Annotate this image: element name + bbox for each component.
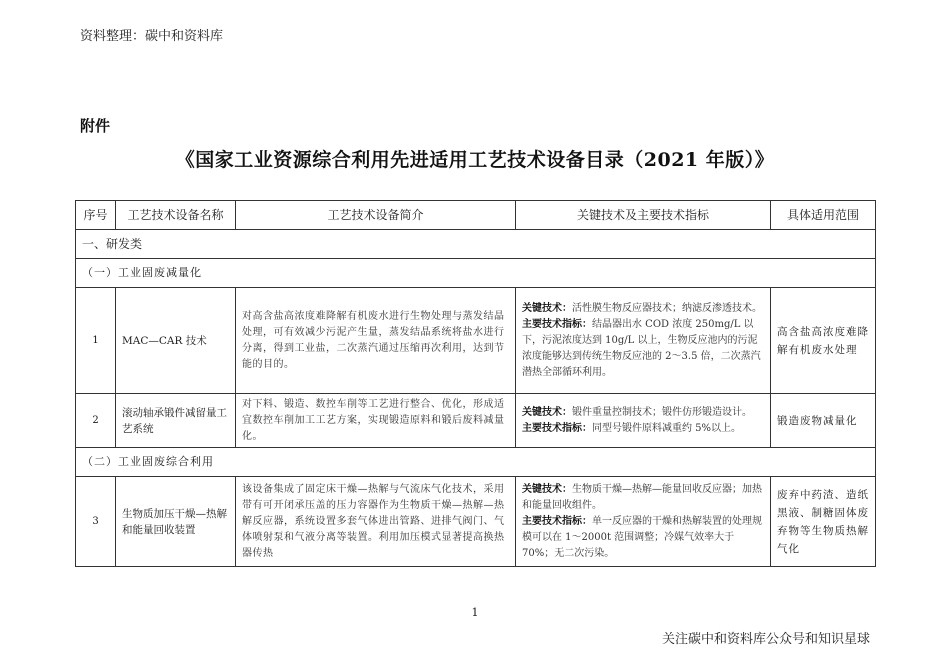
tech-name: MAC—CAR 技术 — [116, 288, 236, 394]
col-header-no: 序号 — [76, 201, 116, 230]
indicator-label: 主要技术指标： — [522, 422, 592, 434]
table-row — [76, 394, 876, 448]
subsection-heading: （二）工业固废综合利用 — [76, 448, 876, 477]
table-row — [76, 288, 876, 394]
subsection-row — [76, 448, 876, 477]
document-title: 《国家工业资源综合利用先进适用工艺技术设备目录（2021 年版）》 — [175, 149, 775, 171]
application-scope: 高含盐高浓度难降解有机废水处理 — [771, 288, 876, 394]
key-tech-cell — [516, 288, 771, 394]
page-number: 1 — [471, 606, 479, 619]
col-header-scope: 具体适用范围 — [771, 201, 876, 230]
col-header-name: 工艺技术设备名称 — [116, 201, 236, 230]
key-tech-label: 关键技术： — [522, 406, 572, 418]
key-tech-text: 锻件重量控制技术；锻件仿形锻造设计。 — [572, 406, 752, 418]
section-row — [76, 230, 876, 259]
subsection-heading: （一）工业固废减量化 — [76, 259, 876, 288]
indicator-text: 同型号锻件原料减重约 5%以上。 — [592, 422, 742, 434]
tech-intro: 对下料、锻造、数控车削等工艺进行整合、优化，形成适宜数控车削加工工艺方案，实现锻造原料和锻后废料减量化。 — [236, 394, 516, 448]
tech-intro: 该设备集成了固定床干燥—热解与气流床气化技术，采用带有可开闭承压盖的压力容器作为生物质干燥—热解—热解反应器，系统设置多套气体进出管路、进排气阀门、气体喷射泵和气液分离等装置。利用加压模式显著提高换热器传热 — [236, 477, 516, 567]
tech-name: 滚动轴承锻件减留量工艺系统 — [116, 394, 236, 448]
annex-label: 附件 — [80, 117, 111, 135]
indicator-label: 主要技术指标： — [522, 318, 592, 330]
indicator-label: 主要技术指标： — [522, 515, 592, 527]
col-header-intro: 工艺技术设备简介 — [236, 201, 516, 230]
col-header-key-tech: 关键技术及主要技术指标 — [516, 201, 771, 230]
key-tech-text: 活性膜生物反应器技术；纳滤反渗透技术。 — [572, 302, 762, 314]
row-number: 3 — [76, 477, 116, 567]
key-tech-label: 关键技术： — [522, 302, 572, 314]
row-number: 2 — [76, 394, 116, 448]
key-tech-cell — [516, 394, 771, 448]
catalog-table — [75, 200, 876, 567]
section-heading: 一、研发类 — [76, 230, 876, 259]
footer-note: 关注碳中和资料库公众号和知识星球 — [661, 632, 870, 647]
key-tech-label: 关键技术： — [522, 483, 572, 495]
table-header-row — [76, 201, 876, 230]
row-number: 1 — [76, 288, 116, 394]
tech-intro: 对高含盐高浓度难降解有机废水进行生物处理与蒸发结晶处理，可有效减少污泥产生量，蒸发结晶系统将盐水进行分离，得到工业盐，二次蒸汽通过压缩再次利用，达到节能的目的。 — [236, 288, 516, 394]
application-scope: 锻造废物减量化 — [771, 394, 876, 448]
application-scope: 废弃中药渣、造纸黑液、制糖固体废弃物等生物质热解气化 — [771, 477, 876, 567]
key-tech-cell — [516, 477, 771, 567]
indicator-text: 单一反应器的干燥和热解装置的处理规模可以在 1～2000t 范围调整；冷媒气效率大于 70%；无二次污染。 — [522, 515, 762, 559]
tech-name: 生物质加压干燥—热解和能量回收装置 — [116, 477, 236, 567]
table-row — [76, 477, 876, 567]
subsection-row — [76, 259, 876, 288]
indicator-text: 结晶器出水 COD 浓度 250mg/L 以下，污泥浓度达到 10g/L 以上，生物反应池内的污泥浓度能够达到传统生物反应池的 2～3.5 倍，二次蒸汽潜热全部循环利用。 — [522, 318, 761, 378]
header-note: 资料整理：碳中和资料库 — [80, 29, 224, 44]
key-tech-text: 生物质干燥—热解—能量回收反应器；加热和能量回收组件。 — [522, 483, 762, 511]
